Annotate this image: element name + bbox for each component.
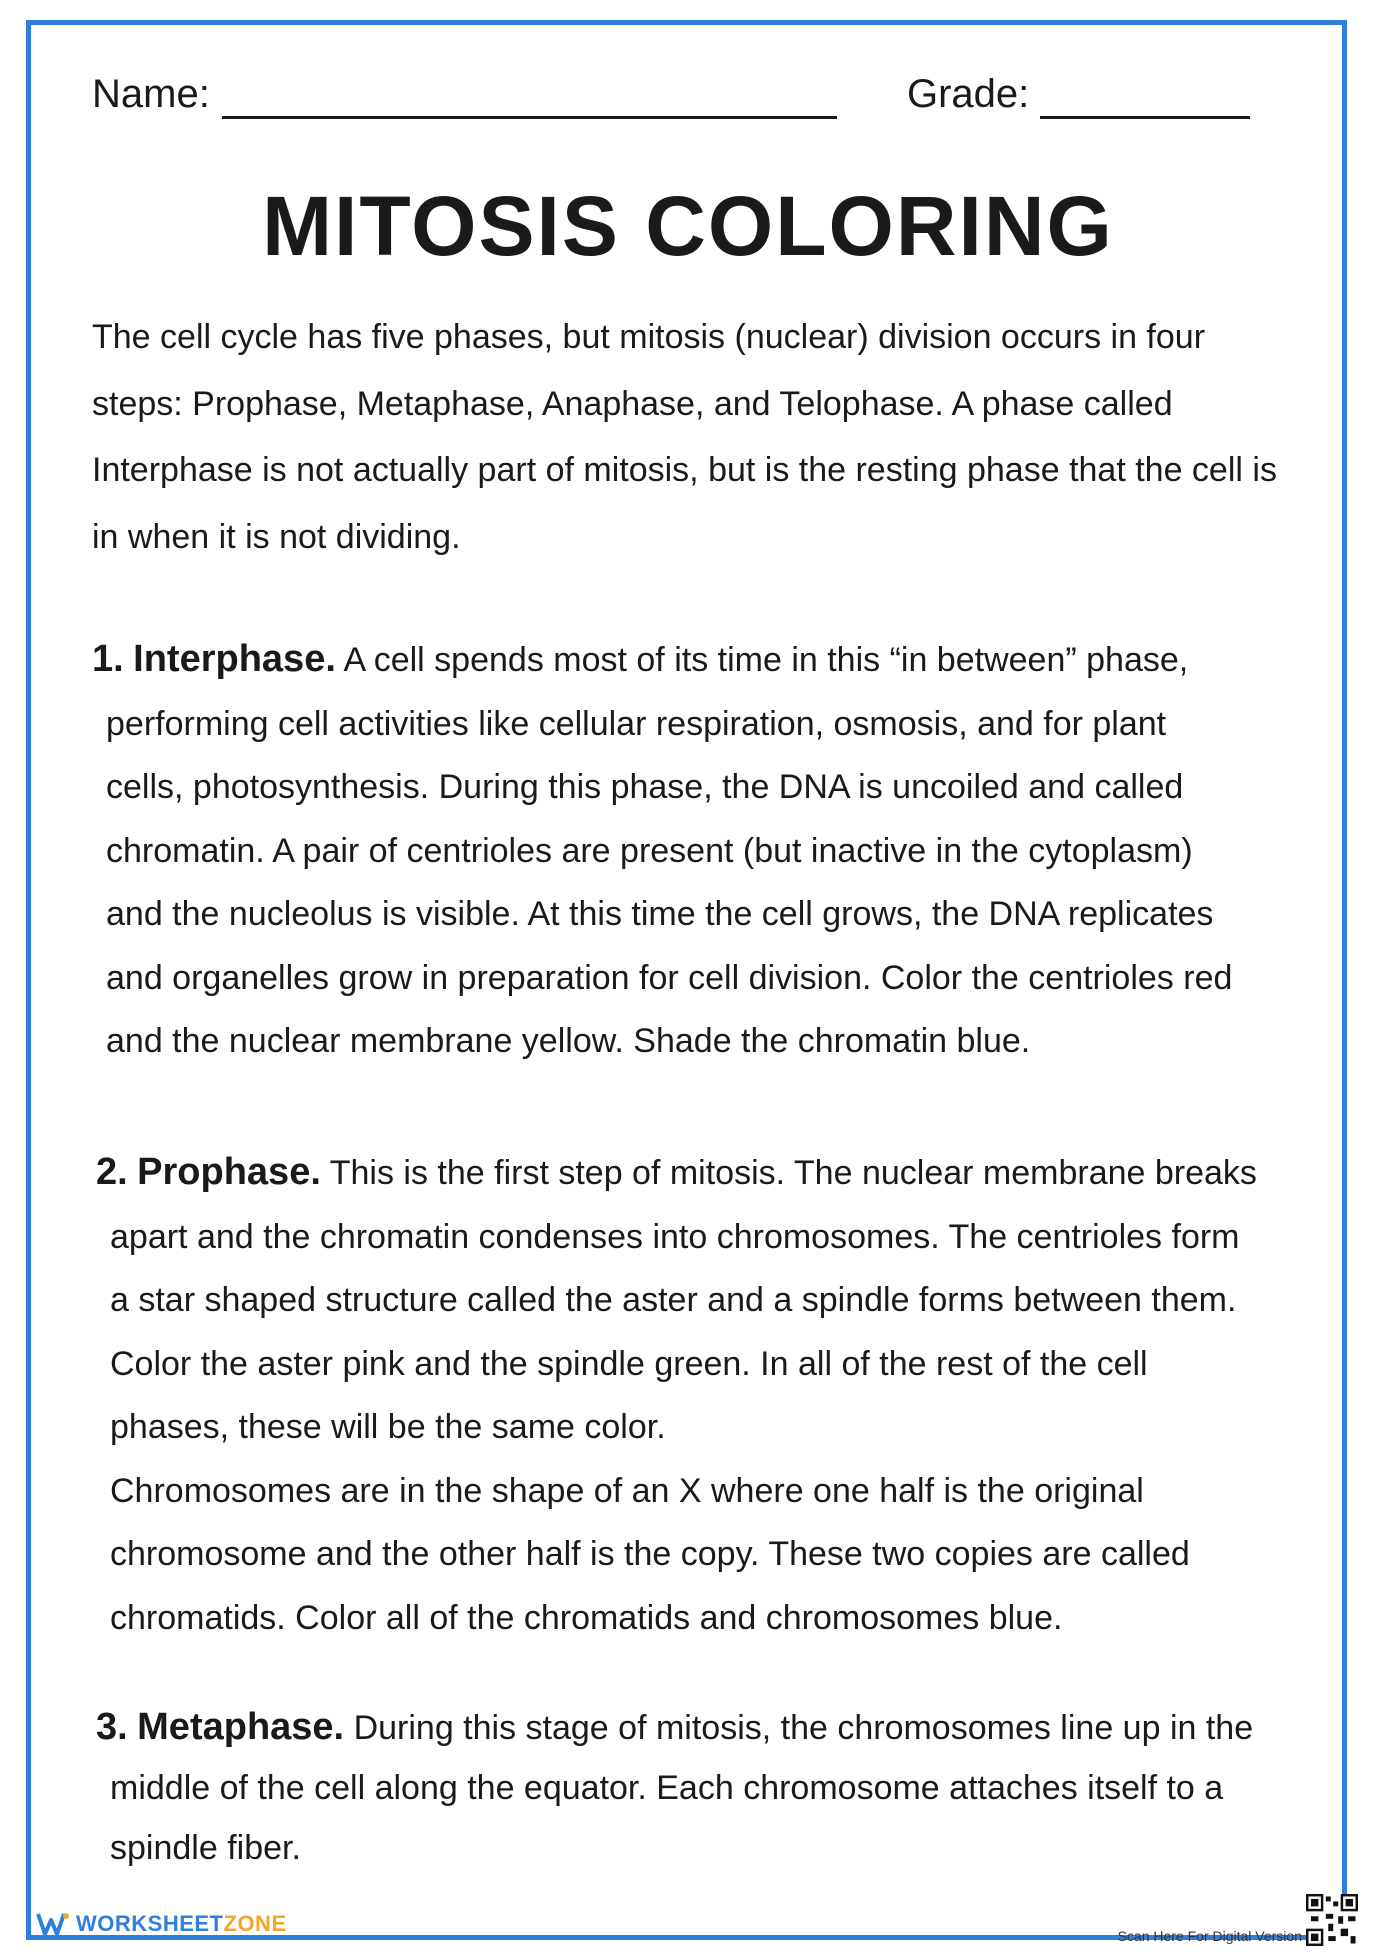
grade-field-line[interactable]	[1040, 116, 1250, 119]
section-number: 3.	[96, 1706, 128, 1748]
section-number: 1.	[92, 638, 124, 680]
header-row	[92, 72, 1284, 122]
section-heading: Metaphase.	[137, 1706, 345, 1748]
grade-label: Grade:	[907, 72, 1030, 116]
qr-code-icon[interactable]	[1306, 1894, 1358, 1946]
page-title: MITOSIS COLORING	[262, 179, 1114, 273]
section-body: During this stage of mitosis, the chromosomes line up in the middle of the cell along the equator. Each chromosome attaches itself to a spindle fiber.	[110, 1709, 1254, 1867]
scan-label: Scan Here For Digital Version	[1117, 1928, 1302, 1944]
section-extra-paragraph: Chromosomes are in the shape of an X where one half is the original chromosome and the other half is the copy. These two copies are called chromatids. Color all of the chromatids and chromosomes blue.	[110, 1471, 1190, 1637]
logo-w-icon	[36, 1910, 70, 1938]
name-label: Name:	[92, 72, 210, 116]
logo-text-zone: ZONE	[223, 1911, 287, 1936]
section-interphase	[92, 628, 1246, 1074]
section-metaphase	[96, 1697, 1260, 1878]
intro-paragraph: The cell cycle has five phases, but mitosis (nuclear) division occurs in four steps: Prophase, Metaphase, Anaphase, and Telophase. A phase called Interphase is not actually part of mitosis, but is the resting phase that the cell is in when it is not dividing.	[92, 318, 1277, 556]
section-heading: Interphase.	[133, 638, 336, 680]
worksheetzone-logo[interactable]	[36, 1908, 287, 1940]
section-body: A cell spends most of its time in this “in between” phase, performing cell activities like cellular respiration, osmosis, and for plant cells, photosynthesis. During this phase, the DNA is uncoiled and called chromatin. A pair of centrioles are present (but inactive in the cytoplasm) and the nucleolus is visible. At this time the cell grows, the DNA replicates and organelles grow in preparation for cell division. Color the centrioles red and the nuclear membrane yellow. Shade the chromatin blue.	[106, 641, 1233, 1060]
name-field-line[interactable]	[222, 116, 837, 119]
section-heading: Prophase.	[137, 1151, 321, 1193]
section-prophase	[96, 1141, 1260, 1650]
logo-text-worksheet: WORKSHEET	[76, 1911, 224, 1936]
section-body: This is the first step of mitosis. The nuclear membrane breaks apart and the chromatin condenses into chromosomes. The centrioles form a star shaped structure called the aster and a spindle forms between them. Color the aster pink and the spindle green. In all of the rest of the cell phases, these will be the same color.	[110, 1154, 1257, 1446]
section-number: 2.	[96, 1151, 128, 1193]
